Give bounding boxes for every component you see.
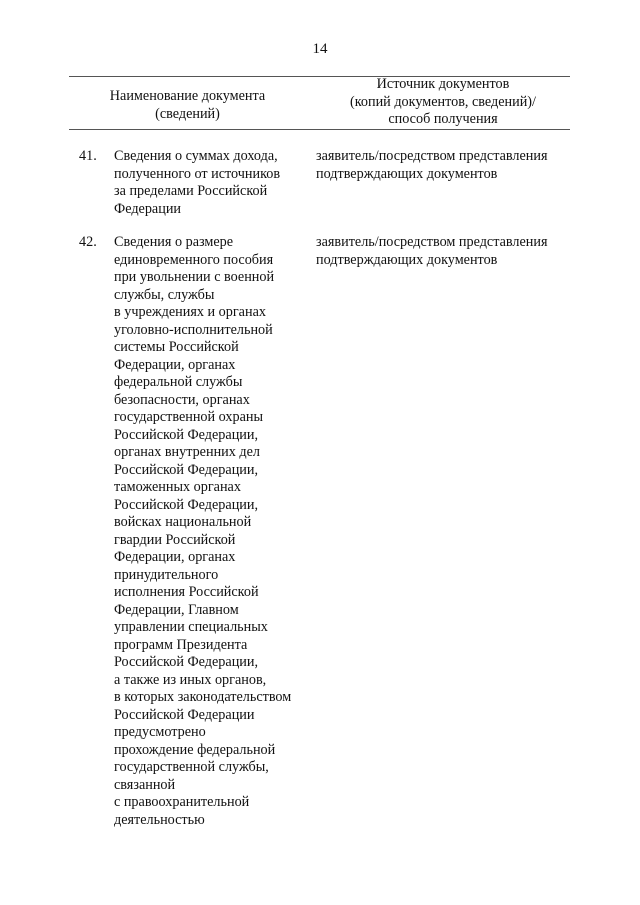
page-number: 14 [312, 41, 328, 57]
row-document-name: Сведения о суммах дохода, полученного от источников за пределами Российской Федерации [114, 148, 281, 217]
row-number: 42. [79, 234, 97, 250]
table-header-rule [69, 129, 570, 130]
row-document-name: Сведения о размере единовременного пособия при увольнении с военной службы, службы в учреждениях и органах уголовно-исполнительной системы Российской Федерации, органах федеральной службы безопасности, органах государственной охраны Российской Федерации, органах внутренних дел Российской Федерации, таможенных органах Российской Федерации, войсках национальной гвардии Российской Федерации, органах принудительного исполнения Российской Федерации, Главном управлении специальных программ Президента Российской Федерации, а также из иных органов, в которых законодательством Российской Федерации предусмотрено прохождение федеральной государственной службы, связанной с правоохранительной деятельностью [114, 234, 292, 828]
column-header-document-name-text: Наименование документа (сведений) [109, 88, 266, 122]
row-document-source: заявитель/посредством представления подтверждающих документов [316, 148, 548, 182]
column-header-document-name [69, 88, 306, 123]
column-header-document-source-text: Источник документов (копий документов, сведений)/ способ получения [350, 76, 536, 127]
column-header-document-source [316, 76, 570, 129]
row-number: 41. [79, 148, 97, 164]
row-document-source: заявитель/посредством представления подтверждающих документов [316, 234, 548, 268]
